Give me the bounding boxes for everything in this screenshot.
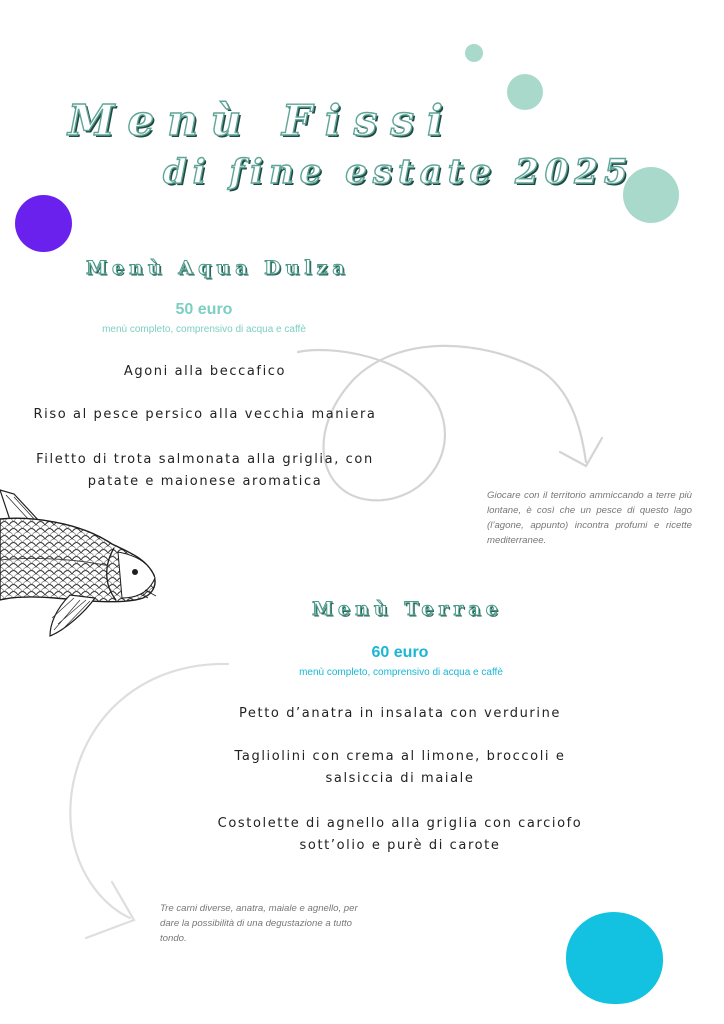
curved-arrow-bottom-icon [70, 664, 228, 938]
dish-item: Agoni alla beccafico [123, 364, 287, 379]
page-title: Menù Fissi [68, 96, 456, 145]
menu-title-terrae: Menù Terrae [312, 598, 503, 620]
page-subtitle: di fine estate 2025 [163, 152, 634, 192]
menu-note-aqua-dulza: menù completo, comprensivo di acqua e caffè [102, 324, 306, 335]
dish-item: Petto d’anatra in insalata con verdurine [238, 706, 562, 721]
menu-title-aqua-dulza: Menù Aqua Dulza [86, 257, 350, 279]
menu-description-terrae: Tre carni diverse, anatra, maiale e agnello, per dare la possibilità di una degustazione a tutto tondo. [160, 903, 358, 944]
menu-price-terrae: 60 euro [371, 644, 429, 661]
menu-note-terrae: menù completo, comprensivo di acqua e caffè [299, 667, 503, 678]
dish-item: Riso al pesce persico alla vecchia maniera [33, 407, 377, 422]
menu-price-aqua-dulza: 50 euro [175, 301, 233, 318]
dish-item: Tagliolini con crema al limone, broccoli e salsiccia di maiale [234, 749, 566, 786]
dish-item: Costolette di agnello alla griglia con carciofo sott’olio e purè di carote [217, 816, 583, 853]
dish-item: Filetto di trota salmonata alla griglia, con patate e maionese aromatica [36, 452, 374, 489]
fish-illustration-icon [0, 490, 156, 636]
menu-description-aqua-dulza: Giocare con il territorio ammiccando a terre più lontane, è così che un pesce di questo lago (l’agone, appunto) incontra profumi e ricette mediterranee. [487, 490, 692, 546]
